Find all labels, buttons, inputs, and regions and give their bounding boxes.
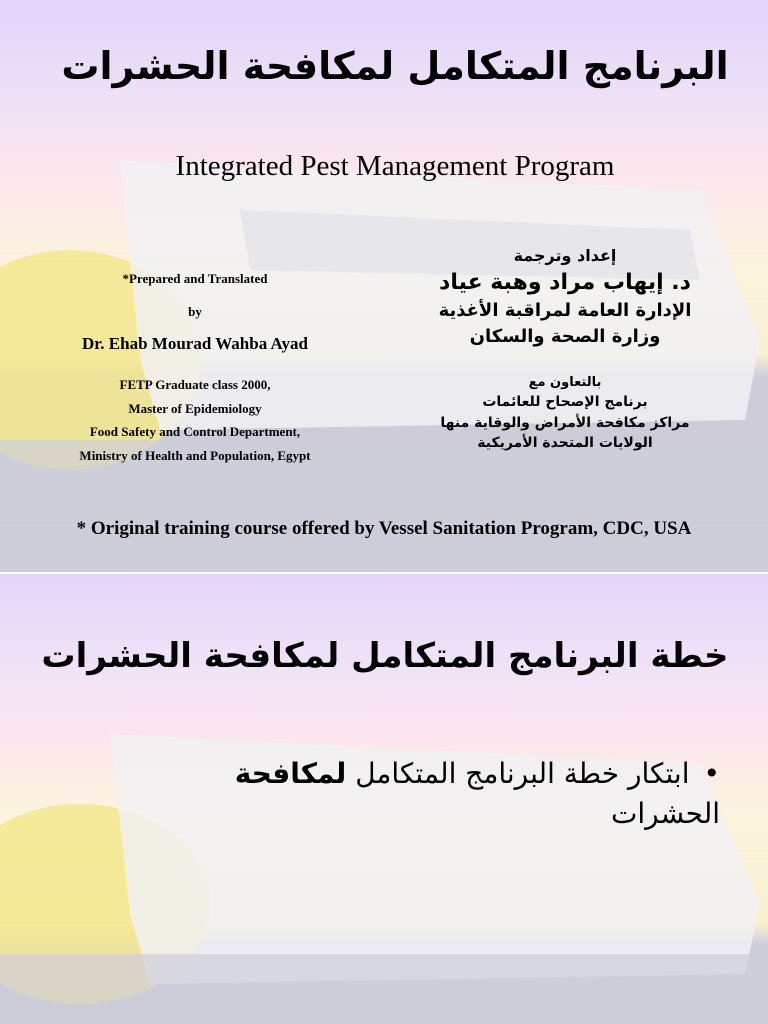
by-label-en: by bbox=[188, 304, 202, 319]
credential-line-1: FETP Graduate class 2000, bbox=[119, 377, 271, 392]
author-name-ar: د. إيهاب مراد وهبة عياد bbox=[439, 270, 691, 295]
slide1-title-arabic: البرنامج المتكامل لمكافحة الحشرات bbox=[61, 44, 729, 88]
collab-line-1-ar: برنامج الإصحاح للعائمات bbox=[482, 394, 648, 410]
prepared-label-ar: إعداد وترجمة bbox=[513, 246, 617, 265]
footnote: * Original training course offered by Vessel Sanitation Program, CDC, USA bbox=[76, 518, 692, 539]
bullet-marker: • bbox=[703, 757, 720, 790]
ministry-ar: وزارة الصحة والسكان bbox=[469, 326, 661, 347]
credential-line-2: Master of Epidemiology bbox=[128, 401, 262, 416]
credential-line-3: Food Safety and Control Department, bbox=[89, 424, 301, 439]
slide1-title-english: Integrated Pest Management Program bbox=[175, 150, 615, 182]
collab-line-3-ar: الولايات المتحدة الأمريكية bbox=[477, 435, 653, 451]
bullet-text-end: الحشرات bbox=[611, 797, 720, 830]
prepared-label-en: *Prepared and Translated bbox=[122, 271, 268, 286]
collab-label-ar: بالتعاون مع bbox=[528, 375, 602, 390]
credential-line-4: Ministry of Health and Population, Egypt bbox=[79, 448, 311, 463]
bullet-text-normal: ابتكار خطة البرنامج المتكامل bbox=[346, 757, 690, 790]
bullet-text-bold: لمكافحة bbox=[234, 757, 347, 790]
author-name-en: Dr. Ehab Mourad Wahba Ayad bbox=[82, 334, 308, 353]
bullet-item bbox=[120, 754, 720, 834]
department-ar: الإدارة العامة لمراقبة الأغذية bbox=[438, 300, 692, 321]
slide-2 bbox=[0, 574, 768, 1024]
slide2-title-arabic: خطة البرنامج المتكامل لمكافحة الحشرات bbox=[41, 636, 729, 676]
collab-line-2-ar: مراكز مكافحة الأمراض والوقاية منها bbox=[440, 415, 690, 431]
